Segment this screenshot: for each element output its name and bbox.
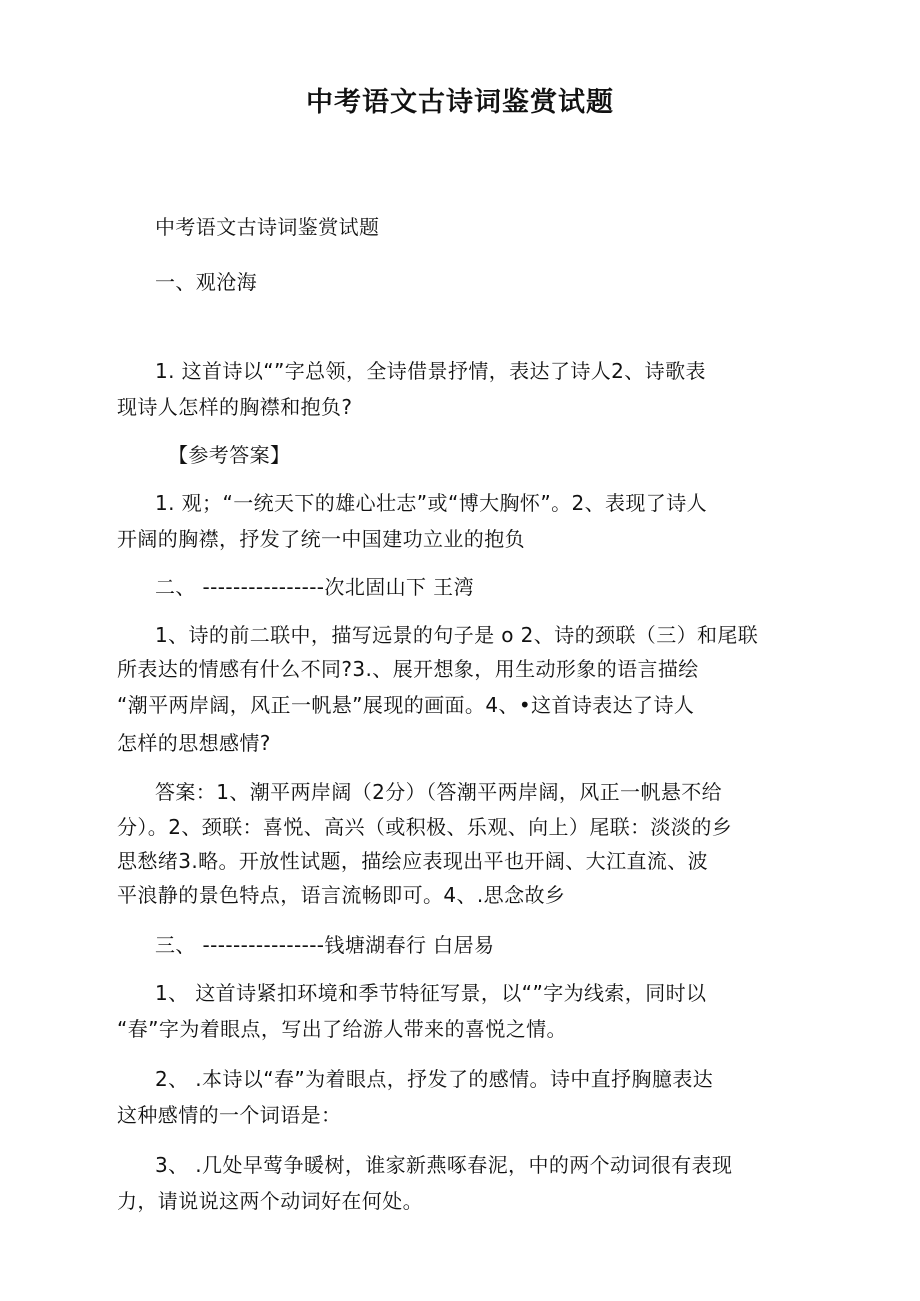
s3-question-line: 3、 .几处早莺争暖树，谁家新燕啄春泥，中的两个动词很有表现 (155, 1153, 733, 1177)
s2-answer-line: 平浪静的景色特点，语言流畅即可。4、.思念故乡 (117, 883, 566, 907)
section-heading-3: 三、 ----------------钱塘湖春行 白居易 (155, 933, 495, 957)
s2-answer-line: 分）。2、颈联：喜悦、高兴（或积极、乐观、向上）尾联：淡淡的乡 (117, 815, 733, 839)
s3-question-line: 1、 这首诗紧扣环境和季节特征写景，以“”字为线索，同时以 (155, 981, 707, 1005)
s2-answer-line: 思愁绪3.略。开放性试题，描绘应表现出平也开阔、大江直流、波 (117, 849, 709, 873)
s3-question-line: 2、 .本诗以“春”为着眼点，抒发了的感情。诗中直抒胸臆表达 (155, 1067, 714, 1091)
s3-question-line: 这种感情的一个词语是： (117, 1103, 342, 1127)
s2-question-line: 怎样的思想感情? (117, 731, 271, 755)
s1-question-line: 1. 这首诗以“”字总领，全诗借景抒情，表达了诗人2、诗歌表 (155, 359, 706, 383)
section-heading-1: 一、观沧海 (155, 270, 257, 294)
s2-question-line: “潮平两岸阔，风正一帆悬”展现的画面。4、•这首诗表达了诗人 (117, 693, 695, 717)
subtitle: 中考语文古诗词鉴赏试题 (155, 215, 380, 239)
s2-question-line: 1、诗的前二联中，描写远景的句子是 o 2、诗的颈联（三）和尾联 (155, 623, 759, 647)
s2-answer-line: 答案：1、潮平两岸阔（2分）（答潮平两岸阔，风正一帆悬不给 (155, 780, 723, 804)
s3-question-line: 力，请说说这两个动词好在何处。 (117, 1189, 423, 1213)
section-heading-2: 二、 ----------------次北固山下 王湾 (155, 575, 474, 599)
answer-heading: 【参考答案】 (168, 443, 291, 467)
page-title: 中考语文古诗词鉴赏试题 (306, 87, 614, 118)
s1-answer-line: 开阔的胸襟，抒发了统一中国建功立业的抱负 (117, 527, 525, 551)
s3-question-line: “春”字为着眼点，写出了给游人带来的喜悦之情。 (117, 1017, 567, 1041)
s2-question-line: 所表达的情感有什么不同?3.、展开想象，用生动形象的语言描绘 (117, 657, 699, 681)
s1-answer-line: 1. 观；“一统天下的雄心壮志”或“博大胸怀”。2、表现了诗人 (155, 491, 708, 515)
s1-question-line: 现诗人怎样的胸襟和抱负? (117, 395, 353, 419)
